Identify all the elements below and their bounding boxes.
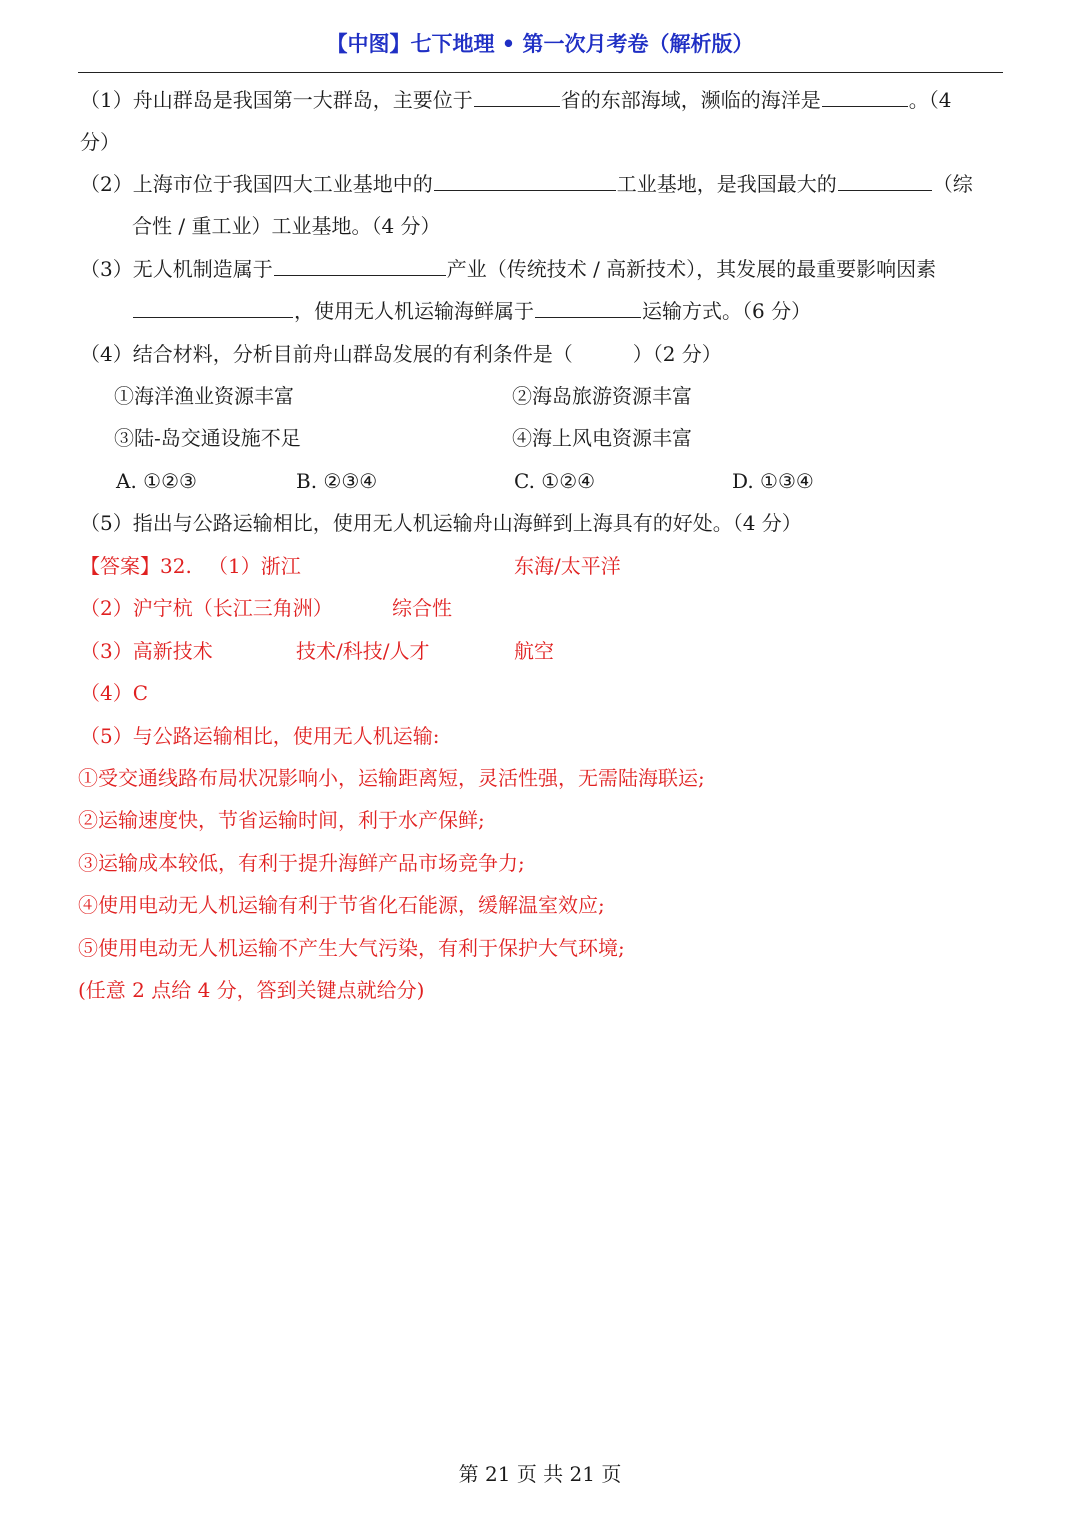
q1-text-a: （1）舟山群岛是我国第一大群岛，主要位于 [80, 88, 473, 112]
q1-blank-province [474, 86, 560, 107]
answer-2-part-2: 综合性 [392, 596, 452, 620]
question-5-stem: （5）指出与公路运输相比，使用无人机运输舟山海鲜到上海具有的好处。（4 分） [80, 511, 802, 535]
answer-3-part-2: 技术/科技/人才 [296, 639, 430, 663]
q1-text-c: 。（4 [908, 88, 952, 112]
q4-choice-c: C. ①②④ [514, 469, 596, 493]
answer-5-point-2: ②运输速度快，节省运输时间，利于水产保鲜; [78, 808, 485, 832]
q4-option-1: ①海洋渔业资源丰富 [114, 384, 294, 408]
question-1-line-1 [80, 86, 951, 114]
q4-option-2: ②海岛旅游资源丰富 [512, 384, 692, 408]
question-1-line-2: 分） [80, 130, 120, 154]
q3-blank-transport [535, 297, 641, 318]
answer-5-point-4: ④使用电动无人机运输有利于节省化石能源，缓解温室效应; [78, 893, 605, 917]
q2-text-b: 工业基地，是我国最大的 [616, 172, 837, 196]
q4-option-4: ④海上风电资源丰富 [512, 426, 692, 450]
page-header-title: 【中图】七下地理 • 第一次月考卷（解析版） [326, 32, 754, 56]
answer-scoring-note: (任意 2 点给 4 分，答到关键点就给分) [78, 978, 425, 1002]
question-3-line-1 [80, 255, 936, 283]
q2-blank-type [838, 170, 932, 191]
answer-5-point-3: ③运输成本较低，有利于提升海鲜产品市场竞争力; [78, 851, 525, 875]
question-2-line-2: 合性 / 重工业）工业基地。（4 分） [132, 214, 441, 238]
answer-5-intro: （5）与公路运输相比，使用无人机运输: [80, 724, 440, 748]
q3-text-b: 产业（传统技术 / 高新技术），其发展的最重要影响因素 [446, 257, 937, 281]
q1-text-b: 省的东部海域，濒临的海洋是 [560, 88, 821, 112]
q4-choice-d: D. ①③④ [732, 469, 814, 493]
q3-text-c: ，使用无人机运输海鲜属于 [294, 299, 534, 323]
q4-choice-a: A. ①②③ [116, 469, 197, 493]
page-number: 第 21 页 共 21 页 [458, 1462, 622, 1486]
q4-choice-b: B. ②③④ [296, 469, 378, 493]
question-3-line-2 [132, 297, 811, 325]
q3-text-d: 运输方式。（6 分） [642, 299, 812, 323]
q3-text-a: （3）无人机制造属于 [80, 257, 273, 281]
question-4-stem: （4）结合材料，分析目前舟山群岛发展的有利条件是（ ）（2 分） [80, 342, 722, 366]
q1-blank-sea [822, 86, 908, 107]
header-divider [78, 72, 1003, 73]
q2-blank-base [434, 170, 616, 191]
answer-3-part-3: 航空 [514, 639, 554, 663]
q3-blank-industry [274, 255, 446, 276]
answer-3-part-1: （3）高新技术 [80, 639, 213, 663]
answer-4: （4）C [80, 681, 149, 705]
q3-blank-factor [133, 297, 293, 318]
q4-option-3: ③陆-岛交通设施不足 [114, 426, 301, 450]
answer-2-part-1: （2）沪宁杭（长江三角洲） [80, 596, 333, 620]
q2-text-c: （综 [932, 172, 973, 196]
answer-label: 【答案】32. [80, 554, 192, 578]
answer-1-part-2: 东海/太平洋 [514, 554, 621, 578]
answer-1-part-1: （1）浙江 [208, 554, 301, 578]
answer-5-point-5: ⑤使用电动无人机运输不产生大气污染，有利于保护大气环境; [78, 936, 625, 960]
answer-5-point-1: ①受交通线路布局状况影响小，运输距离短，灵活性强，无需陆海联运; [78, 766, 705, 790]
question-2-line-1 [80, 170, 973, 198]
q2-text-a: （2）上海市位于我国四大工业基地中的 [80, 172, 433, 196]
